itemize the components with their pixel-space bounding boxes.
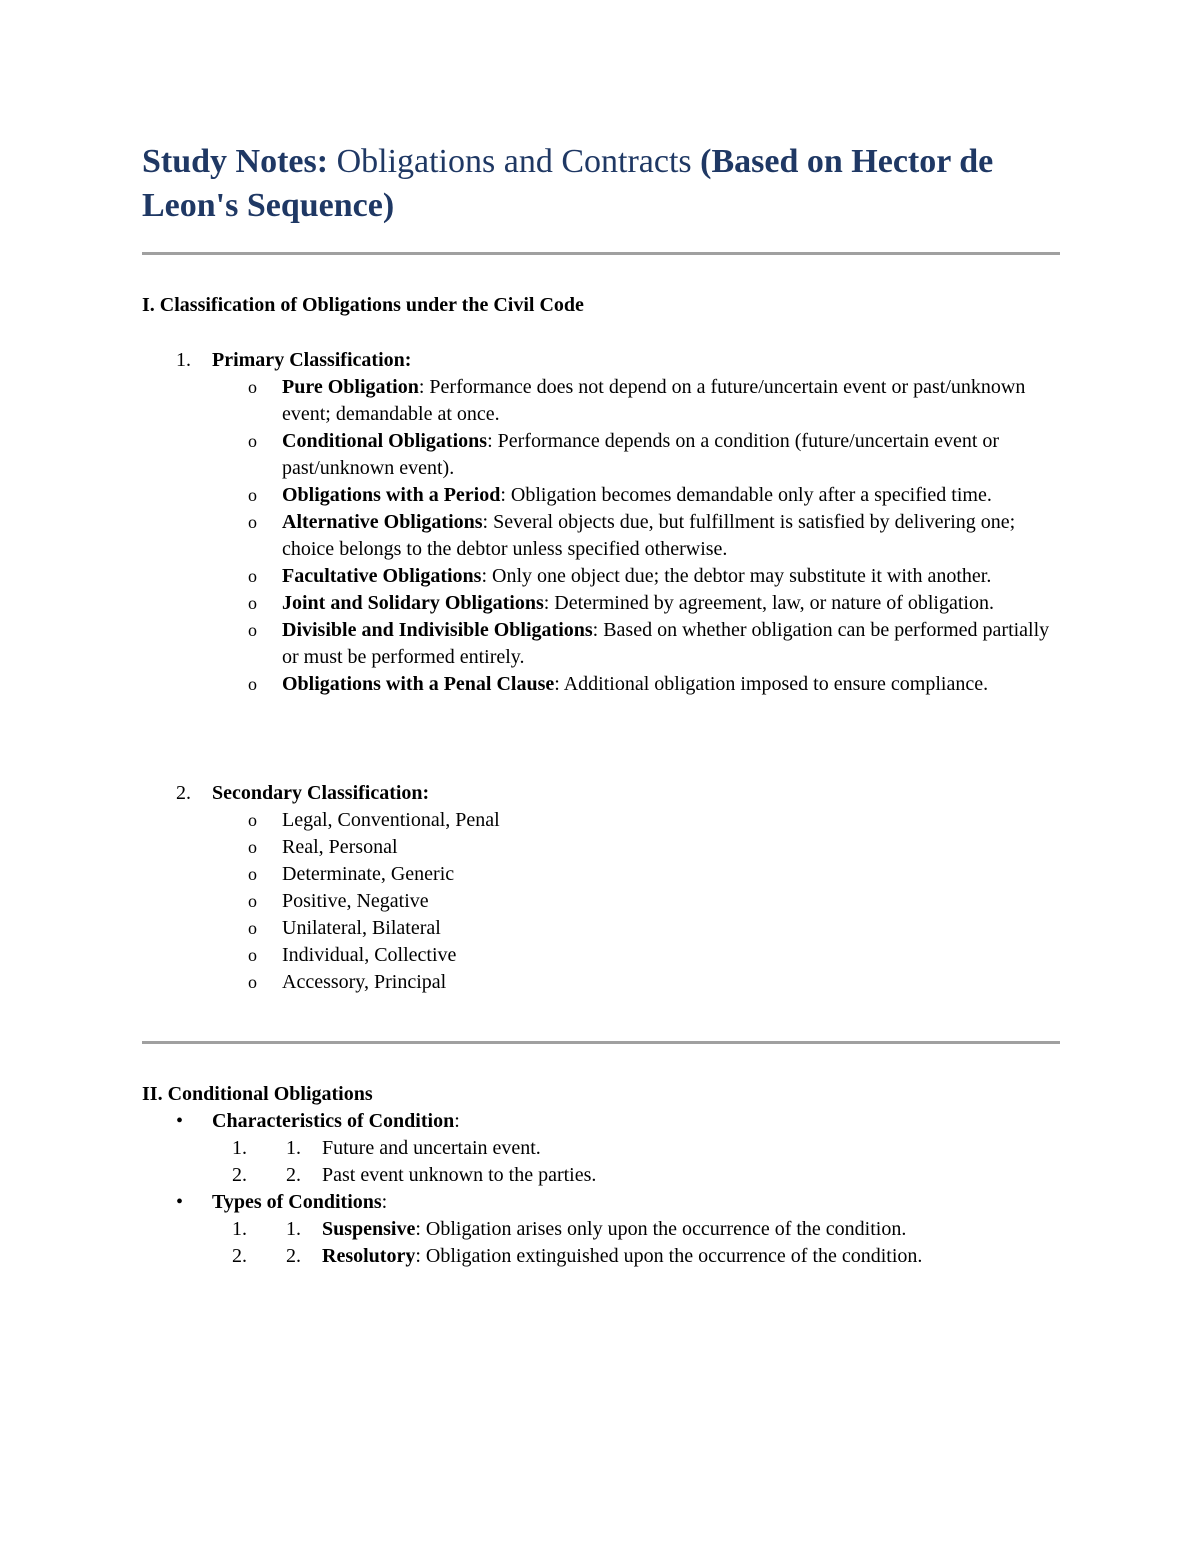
group-colon: : — [454, 1110, 460, 1132]
primary-sub-list — [212, 374, 1060, 698]
primary-classification — [142, 347, 1060, 698]
list-label: Secondary Classification: — [212, 782, 430, 804]
title-prefix: Study Notes: — [142, 143, 329, 180]
item-term: Pure Obligation — [282, 376, 419, 398]
circle-bullet-icon: o — [248, 485, 257, 505]
list-item — [212, 915, 1060, 942]
conditional-obligations-list — [142, 1108, 1060, 1270]
item-description: : Only one object due; the debtor may substitute it with another. — [481, 565, 992, 587]
circle-bullet-icon: o — [248, 593, 257, 613]
group-label: Types of Conditions — [212, 1191, 382, 1213]
secondary-classification — [142, 780, 1060, 996]
circle-bullet-icon: o — [248, 864, 257, 884]
circle-bullet-icon: o — [248, 674, 257, 694]
section-heading: II. Conditional Obligations — [142, 1083, 373, 1105]
horizontal-rule — [142, 252, 1060, 255]
circle-bullet-icon: o — [248, 620, 257, 640]
circle-bullet-icon: o — [248, 512, 257, 532]
item-description: : Based on whether obligation can be performed partially or must be performed entirely. — [282, 619, 1050, 668]
item-term: Obligations with a Period — [282, 484, 501, 506]
list-item — [212, 617, 1060, 671]
title-suffix: (Based on Hector de Leon's Sequence) — [142, 143, 994, 224]
list-item — [212, 834, 1060, 861]
item-term: Joint and Solidary Obligations — [282, 592, 544, 614]
list-label: Primary Classification: — [212, 349, 412, 371]
list-item — [212, 942, 1060, 969]
bullet-icon: • — [176, 1191, 184, 1213]
item-description: : Obligation extinguished upon the occurrence of the condition. — [415, 1245, 923, 1267]
item-term: Suspensive — [322, 1218, 416, 1240]
circle-bullet-icon: o — [248, 810, 257, 830]
item-description: Future and uncertain event. — [322, 1137, 541, 1159]
list-item — [212, 509, 1060, 563]
item-term: Conditional Obligations — [282, 430, 488, 452]
list-item — [212, 861, 1060, 888]
classification-list — [142, 347, 1060, 996]
list-number: 2. 2. — [286, 1245, 301, 1267]
circle-bullet-icon: o — [248, 918, 257, 938]
group-colon: : — [381, 1191, 388, 1213]
item-text: Unilateral, Bilateral — [282, 917, 441, 939]
list-item — [212, 563, 1060, 590]
list-item — [212, 428, 1060, 482]
horizontal-rule — [142, 1041, 1060, 1044]
item-description: : Performance does not depend on a future/uncertain event or past/unknown event; demandable at once. — [282, 376, 1026, 425]
secondary-sub-list — [212, 807, 1060, 996]
circle-bullet-icon: o — [248, 945, 257, 965]
item-text: Individual, Collective — [282, 944, 457, 966]
document-page — [142, 140, 1060, 1270]
bullet-group — [142, 1108, 1060, 1189]
list-item — [212, 807, 1060, 834]
list-item — [252, 1162, 1060, 1189]
item-description: Past event unknown to the parties. — [322, 1164, 597, 1186]
list-number: 1. 1. — [286, 1137, 301, 1159]
item-description: : Performance depends on a condition (future/uncertain event or past/unknown event). — [282, 430, 1000, 479]
document-title — [142, 140, 1060, 228]
bullet-icon: • — [176, 1110, 184, 1132]
item-term: Facultative Obligations — [282, 565, 482, 587]
item-description: : Determined by agreement, law, or nature of obligation. — [543, 592, 994, 614]
item-text: Positive, Negative — [282, 890, 429, 912]
item-term: Obligations with a Penal Clause — [282, 673, 555, 695]
circle-bullet-icon: o — [248, 837, 257, 857]
circle-bullet-icon: o — [248, 377, 257, 397]
bullet-group — [142, 1189, 1060, 1270]
title-middle: Obligations and Contracts — [328, 143, 701, 180]
circle-bullet-icon: o — [248, 972, 257, 992]
group-label: Characteristics of Condition — [212, 1110, 455, 1132]
item-description: : Obligation arises only upon the occurrence of the condition. — [415, 1218, 907, 1240]
item-text: Determinate, Generic — [282, 863, 455, 885]
item-term: Alternative Obligations — [282, 511, 483, 533]
circle-bullet-icon: o — [248, 431, 257, 451]
item-term: Divisible and Indivisible Obligations — [282, 619, 593, 641]
list-number: 1. 1. — [286, 1218, 301, 1240]
numbered-sub-list — [212, 1216, 1060, 1270]
list-item — [212, 888, 1060, 915]
list-item — [212, 969, 1060, 996]
circle-bullet-icon: o — [248, 891, 257, 911]
list-item — [252, 1243, 1060, 1270]
item-text: Legal, Conventional, Penal — [282, 809, 500, 831]
list-item — [212, 374, 1060, 428]
list-item — [252, 1216, 1060, 1243]
item-text: Real, Personal — [282, 836, 398, 858]
item-description: : Additional obligation imposed to ensure compliance. — [554, 673, 989, 695]
item-text: Accessory, Principal — [282, 971, 447, 993]
list-item — [212, 482, 1060, 509]
list-number: 2. — [176, 782, 191, 804]
list-number: 2. 2. — [286, 1164, 301, 1186]
item-description: : Several objects due, but fulfillment is satisfied by delivering one; choice belongs to the debtor unless specified otherwise. — [282, 511, 1016, 560]
section-heading: I. Classification of Obligations under the Civil Code — [142, 294, 584, 316]
list-item — [212, 590, 1060, 617]
circle-bullet-icon: o — [248, 566, 257, 586]
numbered-sub-list — [212, 1135, 1060, 1189]
list-number: 1. — [176, 349, 191, 371]
item-description: : Obligation becomes demandable only after a specified time. — [500, 484, 992, 506]
item-term: Resolutory — [322, 1245, 416, 1267]
list-item — [252, 1135, 1060, 1162]
list-item — [212, 671, 1060, 698]
